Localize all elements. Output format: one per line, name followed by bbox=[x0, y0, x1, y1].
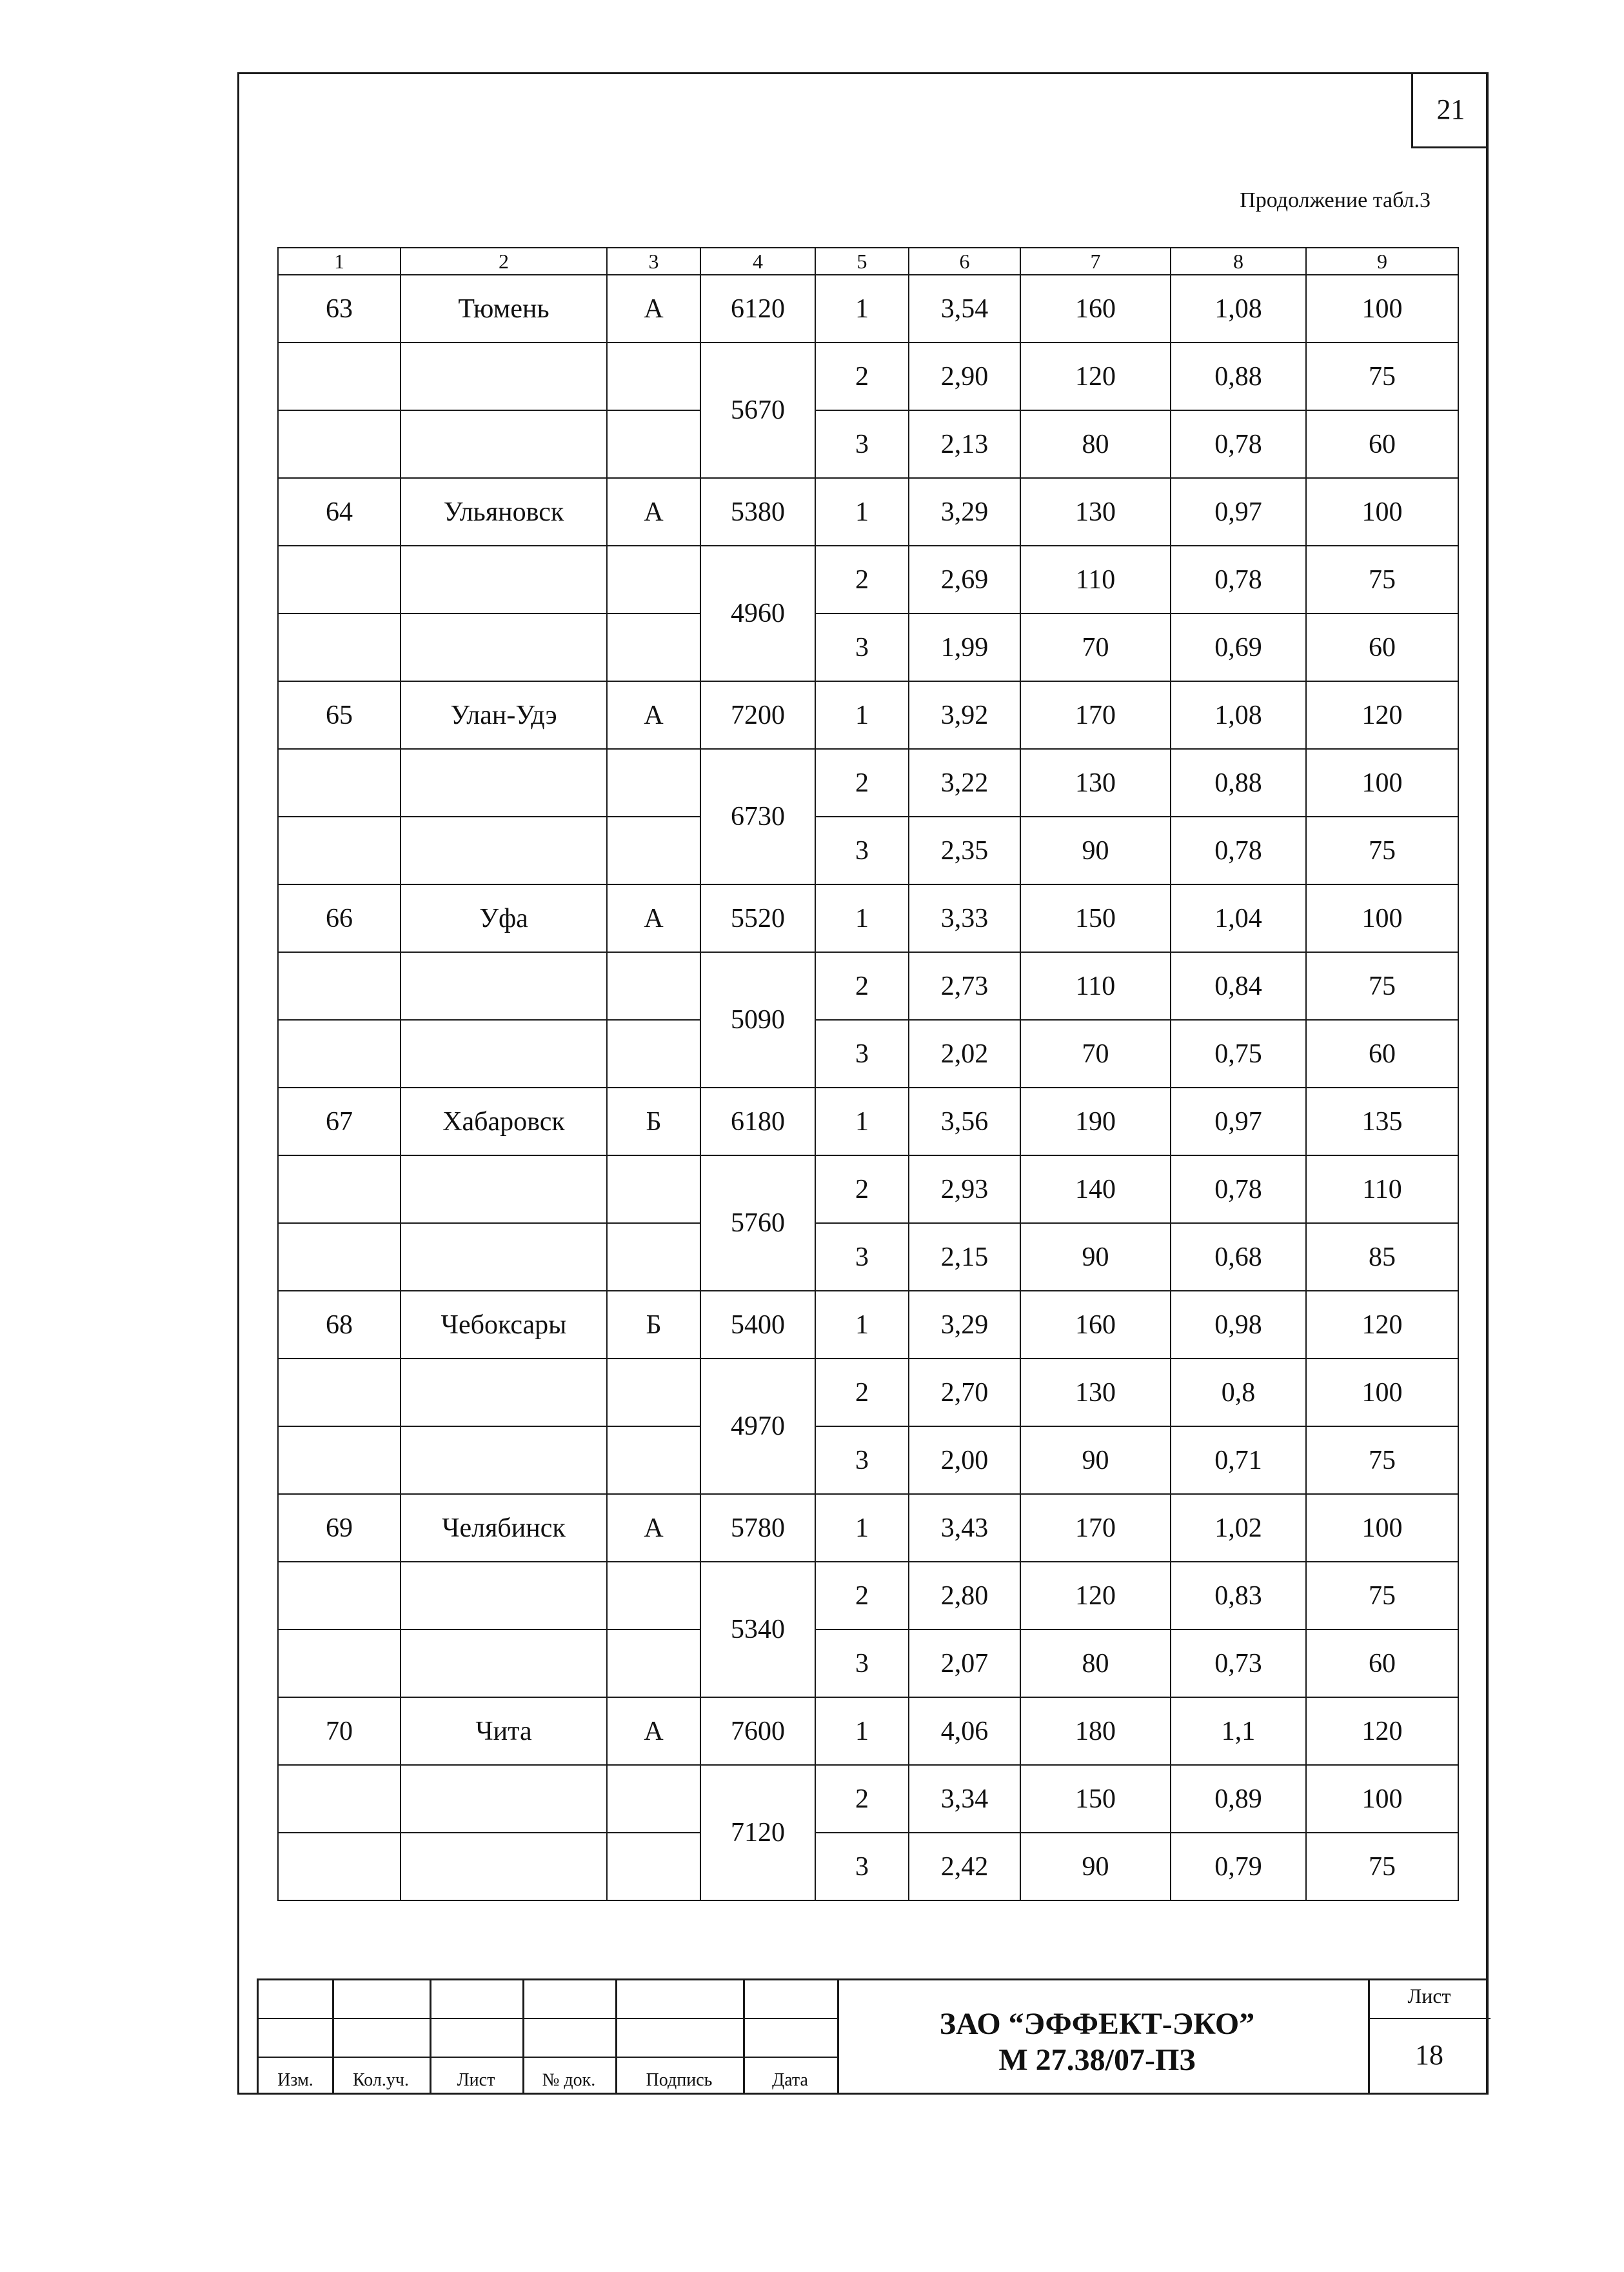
city-cell: Челябинск bbox=[401, 1494, 607, 1562]
zone-type-cell: А bbox=[607, 478, 700, 546]
value-c-cell: 0,73 bbox=[1171, 1629, 1306, 1697]
row-number-cell: 70 bbox=[278, 1697, 401, 1765]
value-c-cell: 0,69 bbox=[1171, 613, 1306, 681]
value-b-cell: 110 bbox=[1020, 952, 1171, 1020]
empty-cell bbox=[278, 1833, 401, 1900]
table-row bbox=[278, 1359, 1458, 1426]
sheet-label: Лист bbox=[1407, 1984, 1451, 2008]
empty-cell bbox=[607, 343, 700, 410]
value-c-cell: 0,75 bbox=[1171, 1020, 1306, 1088]
value-a-cell: 2,90 bbox=[909, 343, 1020, 410]
value-b-cell: 130 bbox=[1020, 478, 1171, 546]
empty-cell bbox=[607, 410, 700, 478]
empty-cell bbox=[278, 1765, 401, 1833]
value-c-cell: 0,97 bbox=[1171, 1088, 1306, 1155]
table-row bbox=[278, 1020, 1458, 1088]
value-a-cell: 2,35 bbox=[909, 817, 1020, 884]
mode-cell: 2 bbox=[815, 343, 909, 410]
table-caption: Продолжение табл.3 bbox=[1240, 188, 1431, 212]
value-c-cell: 0,97 bbox=[1171, 478, 1306, 546]
value-secondary-cell: 5670 bbox=[700, 343, 815, 478]
title-block bbox=[257, 1978, 1489, 2095]
page-number-text: 21 bbox=[1436, 94, 1465, 125]
table-row bbox=[278, 275, 1458, 343]
value-b-cell: 150 bbox=[1020, 884, 1171, 952]
empty-cell bbox=[278, 410, 401, 478]
stamp-label-qty: Кол.уч. bbox=[353, 2070, 409, 2090]
value-b-cell: 130 bbox=[1020, 749, 1171, 817]
stamp-label-signature: Подпись bbox=[646, 2070, 713, 2090]
empty-cell bbox=[607, 1223, 700, 1291]
value-d-cell: 60 bbox=[1306, 1020, 1458, 1088]
mode-cell: 3 bbox=[815, 817, 909, 884]
empty-cell bbox=[607, 1359, 700, 1426]
value-a-cell: 3,92 bbox=[909, 681, 1020, 749]
value-d-cell: 75 bbox=[1306, 952, 1458, 1020]
value-a-cell: 3,33 bbox=[909, 884, 1020, 952]
empty-cell bbox=[607, 1020, 700, 1088]
table-row bbox=[278, 1426, 1458, 1494]
value-b-cell: 70 bbox=[1020, 1020, 1171, 1088]
empty-cell bbox=[401, 749, 607, 817]
value-primary-cell: 5780 bbox=[700, 1494, 815, 1562]
mode-cell: 2 bbox=[815, 1765, 909, 1833]
column-header: 7 bbox=[1020, 248, 1171, 275]
value-d-cell: 75 bbox=[1306, 343, 1458, 410]
value-b-cell: 140 bbox=[1020, 1155, 1171, 1223]
column-header: 8 bbox=[1171, 248, 1306, 275]
value-a-cell: 2,42 bbox=[909, 1833, 1020, 1900]
document-code: М 27.38/07-ПЗ bbox=[998, 2043, 1196, 2077]
value-c-cell: 0,71 bbox=[1171, 1426, 1306, 1494]
city-cell: Уфа bbox=[401, 884, 607, 952]
empty-cell bbox=[607, 1629, 700, 1697]
empty-cell bbox=[401, 1562, 607, 1629]
value-c-cell: 0,84 bbox=[1171, 952, 1306, 1020]
row-number-cell: 63 bbox=[278, 275, 401, 343]
mode-cell: 1 bbox=[815, 478, 909, 546]
value-primary-cell: 5380 bbox=[700, 478, 815, 546]
table-row bbox=[278, 1833, 1458, 1900]
empty-cell bbox=[278, 817, 401, 884]
table-row bbox=[278, 681, 1458, 749]
value-a-cell: 3,56 bbox=[909, 1088, 1020, 1155]
value-a-cell: 3,22 bbox=[909, 749, 1020, 817]
empty-cell bbox=[278, 1426, 401, 1494]
table-row bbox=[278, 749, 1458, 817]
value-d-cell: 120 bbox=[1306, 1291, 1458, 1359]
value-b-cell: 120 bbox=[1020, 343, 1171, 410]
empty-cell bbox=[278, 1155, 401, 1223]
empty-cell bbox=[278, 952, 401, 1020]
value-c-cell: 0,78 bbox=[1171, 1155, 1306, 1223]
empty-cell bbox=[278, 343, 401, 410]
value-d-cell: 60 bbox=[1306, 410, 1458, 478]
value-a-cell: 4,06 bbox=[909, 1697, 1020, 1765]
mode-cell: 1 bbox=[815, 1697, 909, 1765]
value-secondary-cell: 5090 bbox=[700, 952, 815, 1088]
value-b-cell: 180 bbox=[1020, 1697, 1171, 1765]
value-d-cell: 85 bbox=[1306, 1223, 1458, 1291]
table-row bbox=[278, 1291, 1458, 1359]
value-a-cell: 2,73 bbox=[909, 952, 1020, 1020]
city-cell: Улан-Удэ bbox=[401, 681, 607, 749]
city-cell: Чебоксары bbox=[401, 1291, 607, 1359]
empty-cell bbox=[607, 952, 700, 1020]
mode-cell: 2 bbox=[815, 1359, 909, 1426]
row-number-cell: 66 bbox=[278, 884, 401, 952]
city-cell: Ульяновск bbox=[401, 478, 607, 546]
zone-type-cell: А bbox=[607, 275, 700, 343]
value-d-cell: 100 bbox=[1306, 884, 1458, 952]
column-header: 6 bbox=[909, 248, 1020, 275]
value-secondary-cell: 4960 bbox=[700, 546, 815, 681]
stamp-label-date: Дата bbox=[772, 2070, 808, 2090]
table-row bbox=[278, 1562, 1458, 1629]
value-d-cell: 100 bbox=[1306, 1494, 1458, 1562]
value-a-cell: 2,13 bbox=[909, 410, 1020, 478]
value-d-cell: 60 bbox=[1306, 1629, 1458, 1697]
table-row bbox=[278, 1155, 1458, 1223]
column-header: 2 bbox=[401, 248, 607, 275]
empty-cell bbox=[607, 613, 700, 681]
value-d-cell: 75 bbox=[1306, 1833, 1458, 1900]
value-c-cell: 0,78 bbox=[1171, 817, 1306, 884]
value-secondary-cell: 5340 bbox=[700, 1562, 815, 1697]
value-d-cell: 60 bbox=[1306, 613, 1458, 681]
value-d-cell: 100 bbox=[1306, 749, 1458, 817]
value-b-cell: 150 bbox=[1020, 1765, 1171, 1833]
table-row bbox=[278, 546, 1458, 613]
value-c-cell: 0,89 bbox=[1171, 1765, 1306, 1833]
value-a-cell: 2,80 bbox=[909, 1562, 1020, 1629]
mode-cell: 2 bbox=[815, 1562, 909, 1629]
value-a-cell: 3,29 bbox=[909, 1291, 1020, 1359]
value-d-cell: 120 bbox=[1306, 1697, 1458, 1765]
value-a-cell: 2,15 bbox=[909, 1223, 1020, 1291]
value-d-cell: 75 bbox=[1306, 817, 1458, 884]
value-primary-cell: 6120 bbox=[700, 275, 815, 343]
value-a-cell: 2,69 bbox=[909, 546, 1020, 613]
data-table bbox=[277, 247, 1459, 1901]
zone-type-cell: А bbox=[607, 681, 700, 749]
city-cell: Хабаровск bbox=[401, 1088, 607, 1155]
value-primary-cell: 7200 bbox=[700, 681, 815, 749]
empty-cell bbox=[401, 1629, 607, 1697]
table-row bbox=[278, 1765, 1458, 1833]
value-a-cell: 1,99 bbox=[909, 613, 1020, 681]
value-secondary-cell: 4970 bbox=[700, 1359, 815, 1494]
empty-cell bbox=[607, 817, 700, 884]
empty-cell bbox=[401, 410, 607, 478]
stamp-label-docno: № док. bbox=[542, 2070, 596, 2090]
empty-cell bbox=[278, 1020, 401, 1088]
empty-cell bbox=[607, 1155, 700, 1223]
value-c-cell: 1,08 bbox=[1171, 275, 1306, 343]
table-row bbox=[278, 410, 1458, 478]
value-a-cell: 2,07 bbox=[909, 1629, 1020, 1697]
value-b-cell: 90 bbox=[1020, 1426, 1171, 1494]
zone-type-cell: Б bbox=[607, 1088, 700, 1155]
stamp-label-change: Изм. bbox=[277, 2070, 313, 2090]
value-primary-cell: 5400 bbox=[700, 1291, 815, 1359]
value-a-cell: 2,02 bbox=[909, 1020, 1020, 1088]
row-number-cell: 64 bbox=[278, 478, 401, 546]
mode-cell: 1 bbox=[815, 275, 909, 343]
city-cell: Тюмень bbox=[401, 275, 607, 343]
value-c-cell: 1,08 bbox=[1171, 681, 1306, 749]
table-row bbox=[278, 884, 1458, 952]
mode-cell: 1 bbox=[815, 1088, 909, 1155]
table-row bbox=[278, 1697, 1458, 1765]
value-secondary-cell: 5760 bbox=[700, 1155, 815, 1291]
empty-cell bbox=[607, 1765, 700, 1833]
value-a-cell: 2,00 bbox=[909, 1426, 1020, 1494]
mode-cell: 2 bbox=[815, 749, 909, 817]
value-d-cell: 100 bbox=[1306, 1765, 1458, 1833]
table-row bbox=[278, 478, 1458, 546]
value-b-cell: 70 bbox=[1020, 613, 1171, 681]
value-d-cell: 100 bbox=[1306, 478, 1458, 546]
mode-cell: 1 bbox=[815, 884, 909, 952]
empty-cell bbox=[278, 749, 401, 817]
mode-cell: 3 bbox=[815, 1833, 909, 1900]
empty-cell bbox=[401, 1765, 607, 1833]
mode-cell: 3 bbox=[815, 1629, 909, 1697]
value-b-cell: 90 bbox=[1020, 1223, 1171, 1291]
mode-cell: 3 bbox=[815, 1020, 909, 1088]
value-c-cell: 0,79 bbox=[1171, 1833, 1306, 1900]
value-secondary-cell: 6730 bbox=[700, 749, 815, 884]
empty-cell bbox=[278, 1223, 401, 1291]
empty-cell bbox=[278, 1359, 401, 1426]
empty-cell bbox=[278, 1629, 401, 1697]
empty-cell bbox=[401, 1359, 607, 1426]
empty-cell bbox=[401, 1223, 607, 1291]
mode-cell: 3 bbox=[815, 1223, 909, 1291]
value-c-cell: 0,88 bbox=[1171, 343, 1306, 410]
mode-cell: 1 bbox=[815, 1494, 909, 1562]
table-row bbox=[278, 817, 1458, 884]
zone-type-cell: Б bbox=[607, 1291, 700, 1359]
value-d-cell: 120 bbox=[1306, 681, 1458, 749]
value-b-cell: 80 bbox=[1020, 410, 1171, 478]
value-primary-cell: 5520 bbox=[700, 884, 815, 952]
value-c-cell: 0,78 bbox=[1171, 546, 1306, 613]
column-header: 9 bbox=[1306, 248, 1458, 275]
mode-cell: 3 bbox=[815, 410, 909, 478]
value-secondary-cell: 7120 bbox=[700, 1765, 815, 1900]
empty-cell bbox=[401, 613, 607, 681]
table-row bbox=[278, 952, 1458, 1020]
empty-cell bbox=[607, 546, 700, 613]
header-row bbox=[278, 248, 1458, 275]
column-header: 3 bbox=[607, 248, 700, 275]
value-c-cell: 0,88 bbox=[1171, 749, 1306, 817]
mode-cell: 3 bbox=[815, 1426, 909, 1494]
empty-cell bbox=[401, 817, 607, 884]
organization-name bbox=[839, 2006, 1355, 2078]
empty-cell bbox=[278, 546, 401, 613]
row-number-cell: 67 bbox=[278, 1088, 401, 1155]
column-header: 1 bbox=[278, 248, 401, 275]
zone-type-cell: А bbox=[607, 884, 700, 952]
value-b-cell: 170 bbox=[1020, 1494, 1171, 1562]
table-row bbox=[278, 1223, 1458, 1291]
empty-cell bbox=[401, 343, 607, 410]
empty-cell bbox=[607, 1426, 700, 1494]
empty-cell bbox=[607, 749, 700, 817]
page-number bbox=[1411, 72, 1489, 148]
city-cell: Чита bbox=[401, 1697, 607, 1765]
column-header: 5 bbox=[815, 248, 909, 275]
value-b-cell: 160 bbox=[1020, 1291, 1171, 1359]
value-a-cell: 3,43 bbox=[909, 1494, 1020, 1562]
empty-cell bbox=[401, 546, 607, 613]
empty-cell bbox=[401, 1426, 607, 1494]
value-d-cell: 100 bbox=[1306, 275, 1458, 343]
value-primary-cell: 6180 bbox=[700, 1088, 815, 1155]
value-a-cell: 3,54 bbox=[909, 275, 1020, 343]
value-c-cell: 0,83 bbox=[1171, 1562, 1306, 1629]
value-b-cell: 130 bbox=[1020, 1359, 1171, 1426]
value-a-cell: 2,70 bbox=[909, 1359, 1020, 1426]
mode-cell: 1 bbox=[815, 681, 909, 749]
value-b-cell: 80 bbox=[1020, 1629, 1171, 1697]
mode-cell: 1 bbox=[815, 1291, 909, 1359]
value-b-cell: 190 bbox=[1020, 1088, 1171, 1155]
table-row bbox=[278, 613, 1458, 681]
value-d-cell: 110 bbox=[1306, 1155, 1458, 1223]
value-c-cell: 0,78 bbox=[1171, 410, 1306, 478]
row-number-cell: 65 bbox=[278, 681, 401, 749]
sheet-number: 18 bbox=[1415, 2039, 1443, 2071]
zone-type-cell: А bbox=[607, 1494, 700, 1562]
value-a-cell: 3,34 bbox=[909, 1765, 1020, 1833]
stamp-label-sheet: Лист bbox=[457, 2070, 495, 2090]
value-b-cell: 170 bbox=[1020, 681, 1171, 749]
empty-cell bbox=[607, 1562, 700, 1629]
table-row bbox=[278, 1494, 1458, 1562]
empty-cell bbox=[401, 952, 607, 1020]
zone-type-cell: А bbox=[607, 1697, 700, 1765]
empty-cell bbox=[401, 1833, 607, 1900]
value-c-cell: 0,68 bbox=[1171, 1223, 1306, 1291]
value-d-cell: 75 bbox=[1306, 546, 1458, 613]
value-b-cell: 110 bbox=[1020, 546, 1171, 613]
table-row bbox=[278, 343, 1458, 410]
value-b-cell: 90 bbox=[1020, 1833, 1171, 1900]
value-b-cell: 90 bbox=[1020, 817, 1171, 884]
value-c-cell: 1,04 bbox=[1171, 884, 1306, 952]
value-c-cell: 0,8 bbox=[1171, 1359, 1306, 1426]
table-row bbox=[278, 1629, 1458, 1697]
value-b-cell: 160 bbox=[1020, 275, 1171, 343]
organization-line: ЗАО “ЭФФЕКТ-ЭКО” bbox=[939, 2007, 1255, 2041]
value-d-cell: 75 bbox=[1306, 1562, 1458, 1629]
value-b-cell: 120 bbox=[1020, 1562, 1171, 1629]
empty-cell bbox=[278, 613, 401, 681]
column-header: 4 bbox=[700, 248, 815, 275]
value-d-cell: 135 bbox=[1306, 1088, 1458, 1155]
table-row bbox=[278, 1088, 1458, 1155]
row-number-cell: 68 bbox=[278, 1291, 401, 1359]
value-c-cell: 1,02 bbox=[1171, 1494, 1306, 1562]
row-number-cell: 69 bbox=[278, 1494, 401, 1562]
mode-cell: 3 bbox=[815, 613, 909, 681]
value-a-cell: 3,29 bbox=[909, 478, 1020, 546]
value-d-cell: 100 bbox=[1306, 1359, 1458, 1426]
mode-cell: 2 bbox=[815, 546, 909, 613]
value-d-cell: 75 bbox=[1306, 1426, 1458, 1494]
value-a-cell: 2,93 bbox=[909, 1155, 1020, 1223]
value-c-cell: 0,98 bbox=[1171, 1291, 1306, 1359]
empty-cell bbox=[401, 1020, 607, 1088]
value-c-cell: 1,1 bbox=[1171, 1697, 1306, 1765]
value-primary-cell: 7600 bbox=[700, 1697, 815, 1765]
mode-cell: 2 bbox=[815, 952, 909, 1020]
empty-cell bbox=[607, 1833, 700, 1900]
mode-cell: 2 bbox=[815, 1155, 909, 1223]
empty-cell bbox=[278, 1562, 401, 1629]
empty-cell bbox=[401, 1155, 607, 1223]
